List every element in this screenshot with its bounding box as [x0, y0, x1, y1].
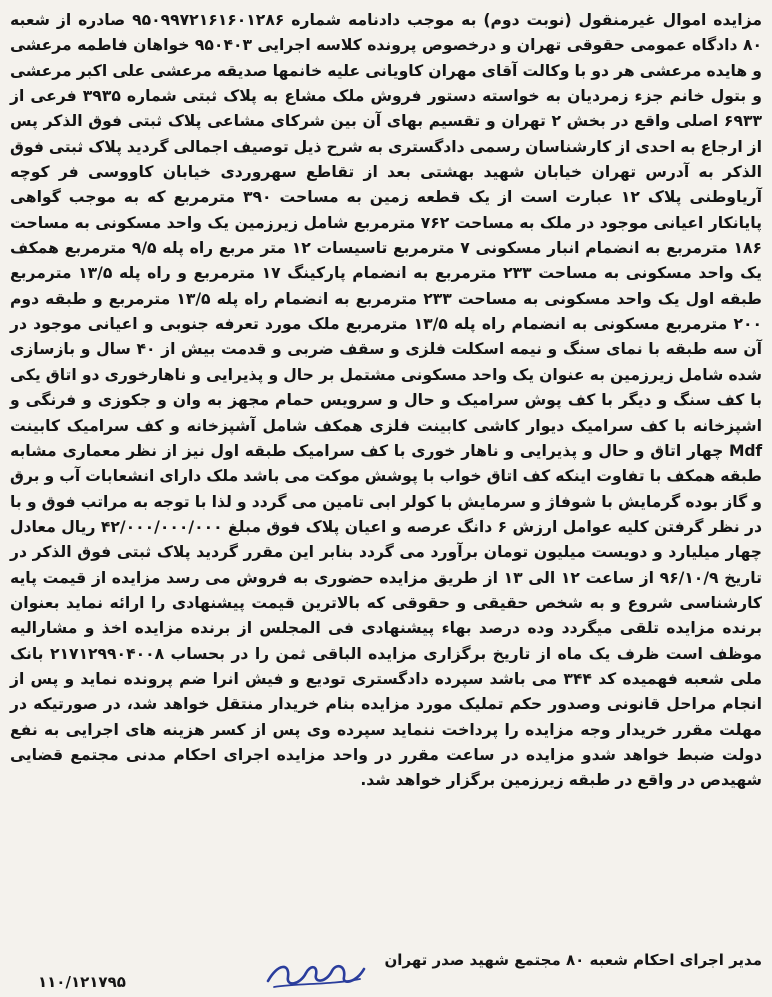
handwritten-signature: [260, 953, 370, 993]
notice-footer: [10, 949, 762, 993]
auction-notice-body: مزایده اموال غیرمنقول (نوبت دوم) به موجب دادنامه شماره ۹۵۰۹۹۷۲۱۶۱۶۰۱۲۸۶ صادره از شعبه ۸۰ دادگاه عمومی حقوقی تهران و درخصوص پرونده کلاسه اجرایی ۹۵۰۴۰۳ خواهان فاطمه مرعشی و هایده مرعشی هر دو با وکالت آقای مهران کاویانی علیه خانمها صدیقه مرعشی علی اکبر مرعشی و بتول خانم جزء زمردیان به خواسته دستور فروش ملک مشاع به پلاک ثبتی شماره ۳۹۳۵ فرعی از ۶۹۳۳ اصلی واقع در بخش ۲ تهران و تقسیم بهای آن بین شرکای مشاعی پلاک ثبتی فوق الذکر پس از ارجاع به احدی از کارشناسان رسمی دادگستری به شرح ذیل توصیف اجمالی گردید پلاک ثبتی فوق الذکر به آدرس تهران خیابان شهید بهشتی بعد از تقاطع سهروردی خیابان کاووسی فر کوچه آریاوطنی پلاک ۱۲ عبارت است از یک قطعه زمین به مساحت ۳۹۰ مترمربع که به موجب گواهی پایانکار اعیانی موجود در ملک به مساحت ۷۶۲ مترمربع شامل زیرزمین یک واحد مسکونی به مساحت ۱۸۶ مترمربع به انضمام انبار مسکونی ۷ مترمربع تاسیسات ۱۲ متر مربع راه پله ۹/۵ مترمربع همکف یک واحد مسکونی به مساحت ۲۳۳ مترمربع به انضمام پارکینگ ۱۷ مترمربع و راه پله ۱۳/۵ مترمربع طبقه اول یک واحد مسکونی به مساحت ۲۳۳ مترمربع به انضمام راه پله ۱۳/۵ مترمربع و طبقه دوم ۲۰۰ مترمربع مسکونی به انضمام راه پله ۱۳/۵ مترمربع ملک مورد تعرفه جنوبی و اعیانی موجود در آن سه طبقه با نمای سنگ و نیمه اسکلت فلزی و سقف ضربی و قدمت بیش از ۴۰ سال و بازسازی شده شامل زیرزمین به عنوان یک واحد مسکونی مشتمل بر حال و پذیرایی و ناهارخوری دو اتاق یکی با کف سنگ و دیگر با کف پوش سرامیک و حال و سرویس حمام مجهز به وان و جکوزی و فرنگی و اشپزخانه با کف سرامیک دیوار کاشی کابینت فلزی همکف شامل آشپزخانه و کف سرامیک کابینت Mdf چهار اتاق و حال و پذیرایی و ناهار خوری با کف سرامیک طبقه اول نیز از نظر معماری مشابه طبقه همکف با تفاوت اینکه کف اتاق خواب با پوشش موکت می باشد ملک دارای انشعابات آب و برق و گاز بوده گرمایش با شوفاژ و سرمایش با کولر ابی تامین می گردد و لذا با توجه به مراتب فوق و با در نظر گرفتن کلیه عوامل ارزش ۶ دانگ عرصه و اعیان پلاک فوق مبلغ ۴۲/۰۰۰/۰۰۰/۰۰۰ ریال معادل چهار میلیارد و دویست میلیون تومان برآورد می گردد بنابر این مقرر گردید پلاک ثبتی فوق الذکر در تاریخ ۹۶/۱۰/۹ از ساعت ۱۲ الی ۱۳ از طریق مزایده حضوری به فروش می رسد مزایده از قیمت پایه کارشناسی شروع و به شخص حقیقی و حقوقی که بالاترین قیمت پیشنهادی را ارائه نماید بعنوان برنده مزایده تلقی میگردد وده درصد بهاء پیشنهادی فی المجلس از برنده مزایده اخذ و مشارالیه موظف است ظرف یک ماه از تاریخ برگزاری مزایده الباقی ثمن را در بحساب ۲۱۷۱۲۹۹۰۴۰۰۸ بانک ملی شعبه فهمیده کد ۳۴۴ می باشد سپرده دادگستری تودیع و فیش انرا ضم پرونده نماید و پس از انجام مراحل قانونی وصدور حکم تملیک مورد مزایده بنام خریدار منتقل خواهد شد، در صورتیکه در مهلت مقرر خریدار وجه مزایده را پرداخت ننماید سپرده وی پس از کسر هزینه های اجرایی به نفع دولت ضبط خواهد شدو مزایده در ساعت مقرر در واحد مزایده اجرای احکام مدنی مجتمع قضایی شهیدص در واقع در طبقه زیرزمین برگزار خواهد شد.: [10, 11, 763, 790]
reference-number: ۱۱۰/۱۲۱۷۹۵: [38, 973, 126, 991]
signature-line: مدیر اجرای احکام شعبه ۸۰ مجتمع شهید صدر تهران: [384, 951, 762, 969]
